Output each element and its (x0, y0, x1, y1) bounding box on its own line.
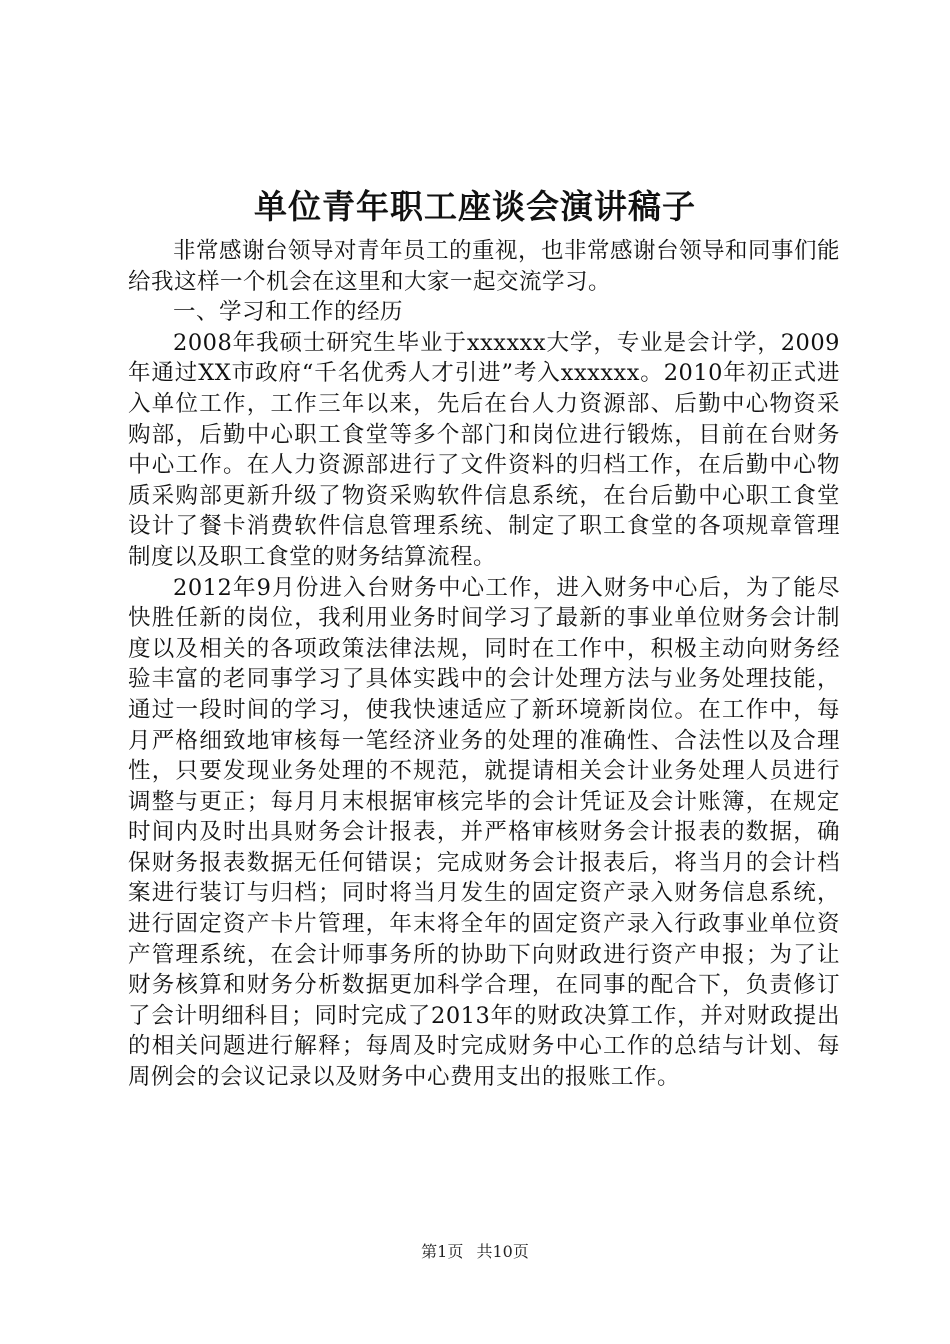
document-body (128, 236, 840, 1093)
paragraph-finance-work: 2012年9月份进入台财务中心工作，进入财务中心后，为了能尽快胜任新的岗位，我利用业务时间学习了最新的事业单位财务会计制度以及相关的各项政策法律法规，同时在工作中，积极主动向财务经验丰富的老同事学习了具体实践中的会计处理方法与业务处理技能，通过一段时间的学习，使我快速适应了新环境新岗位。在工作中，每月严格细致地审核每一笔经济业务的处理的准确性、合法性以及合理性，只要发现业务处理的不规范，就提请相关会计业务处理人员进行调整与更正；每月月末根据审核完毕的会计凭证及会计账簿，在规定时间内及时出具财务会计报表，并严格审核财务会计报表的数据，确保财务报表数据无任何错误；完成财务会计报表后，将当月的会计档案进行装订与归档；同时将当月发生的固定资产录入财务信息系统，进行固定资产卡片管理，年末将全年的固定资产录入行政事业单位资产管理系统，在会计师事务所的协助下向财政进行资产申报；为了让财务核算和财务分析数据更加科学合理，在同事的配合下，负责修订了会计明细科目；同时完成了2013年的财政决算工作，并对财政提出的相关问题进行解释；每周及时完成财务中心工作的总结与计划、每周例会的会议记录以及财务中心费用支出的报账工作。 (128, 574, 840, 1091)
paragraph-intro: 非常感谢台领导对青年员工的重视，也非常感谢台领导和同事们能给我这样一个机会在这里和大家一起交流学习。 (128, 238, 841, 295)
section-heading: 一、学习和工作的经历 (173, 299, 404, 326)
paragraph-experience: 2008年我硕士研究生毕业于xxxxxx大学，专业是会计学，2009年通过XX市政府“千名优秀人才引进”考入xxxxxx。2010年初正式进入单位工作，工作三年以来，先后在台人力资源部、后勤中心物资采购部，后勤中心职工食堂等多个部门和岗位进行锻炼，目前在台财务中心工作。在人力资源部进行了文件资料的归档工作，在后勤中心物质采购部更新升级了物资采购软件信息系统，在台后勤中心职工食堂设计了餐卡消费软件信息管理系统、制定了职工食堂的各项规章管理制度以及职工食堂的财务结算流程。 (128, 329, 840, 570)
document-title: 单位青年职工座谈会演讲稿子 (254, 187, 696, 226)
page-number: 第1页 (421, 1242, 464, 1261)
page-footer (0, 1240, 950, 1264)
page-total: 共10页 (476, 1242, 529, 1261)
